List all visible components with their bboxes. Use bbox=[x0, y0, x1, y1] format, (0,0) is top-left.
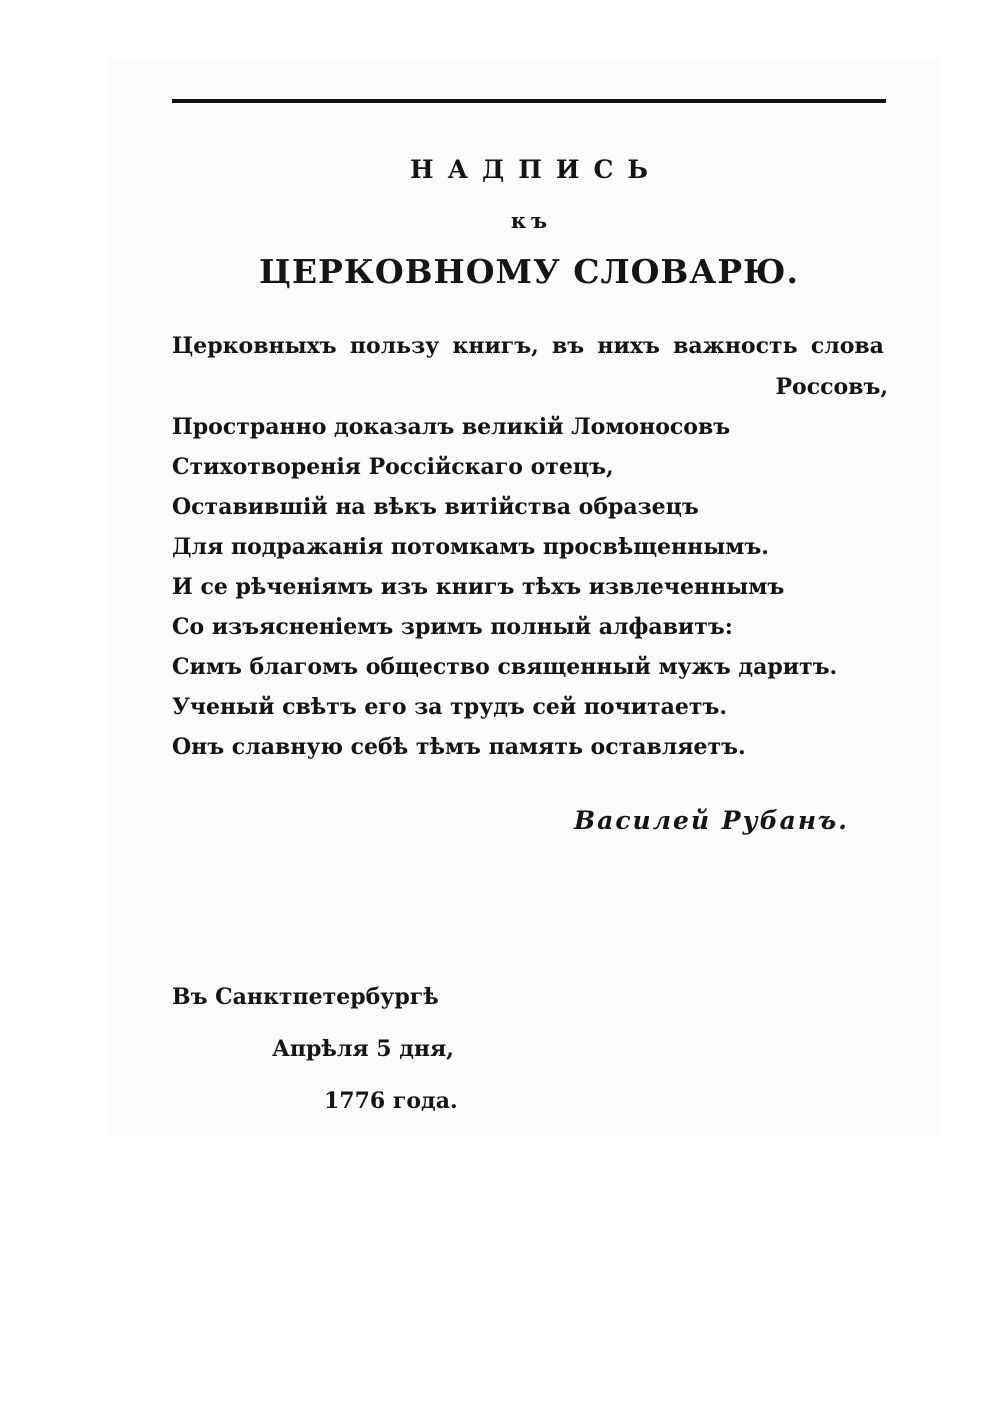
poem-line: Онъ славную себѣ тѣмъ память оставляетъ. bbox=[172, 734, 746, 760]
poem-word: пользу bbox=[349, 333, 440, 359]
poem-line: Для подражанія потомкамъ просвѣщеннымъ. bbox=[172, 534, 769, 560]
poem-word: слова bbox=[810, 333, 884, 359]
poem-line: И се рѣченіямъ изъ книгъ тѣхъ извлеченнымъ bbox=[172, 574, 785, 600]
author-signature: Василей Рубанъ. bbox=[574, 806, 849, 835]
imprint-place: Въ Санктпетербургѣ bbox=[172, 984, 439, 1010]
poem-line: Ученый свѣтъ его за трудъ сей почитаетъ. bbox=[172, 694, 728, 720]
poem-word: въ bbox=[552, 333, 585, 359]
poem-line: Пространно доказалъ великій Ломоносовъ bbox=[172, 414, 731, 440]
title-preposition: къ bbox=[510, 208, 553, 233]
poem-word: книгъ, bbox=[452, 333, 539, 359]
poem-word: Церковныхъ bbox=[172, 333, 337, 359]
imprint-date: Апрѣля 5 дня, bbox=[272, 1036, 454, 1062]
poem-line: Симъ благомъ общество священный мужъ даритъ. bbox=[172, 654, 838, 680]
poem-line: Оставившій на вѣкъ витійства образецъ bbox=[172, 494, 699, 520]
poem-line: Со изъясненіемъ зримъ полный алфавитъ: bbox=[172, 614, 733, 640]
title-subtitle: ЦЕРКОВНОМУ СЛОВАРЮ. bbox=[259, 252, 799, 291]
title-main: НАДПИСЬ bbox=[410, 155, 662, 184]
poem-word: важность bbox=[673, 333, 798, 359]
imprint-year: 1776 года. bbox=[324, 1088, 458, 1114]
poem-line-1-end: Россовъ, bbox=[775, 374, 888, 400]
poem-word: нихъ bbox=[597, 333, 660, 359]
header-rule bbox=[172, 99, 886, 103]
poem-line: Стихотворенія Россійскаго отецъ, bbox=[172, 454, 614, 480]
poem-line-1 bbox=[172, 333, 884, 359]
